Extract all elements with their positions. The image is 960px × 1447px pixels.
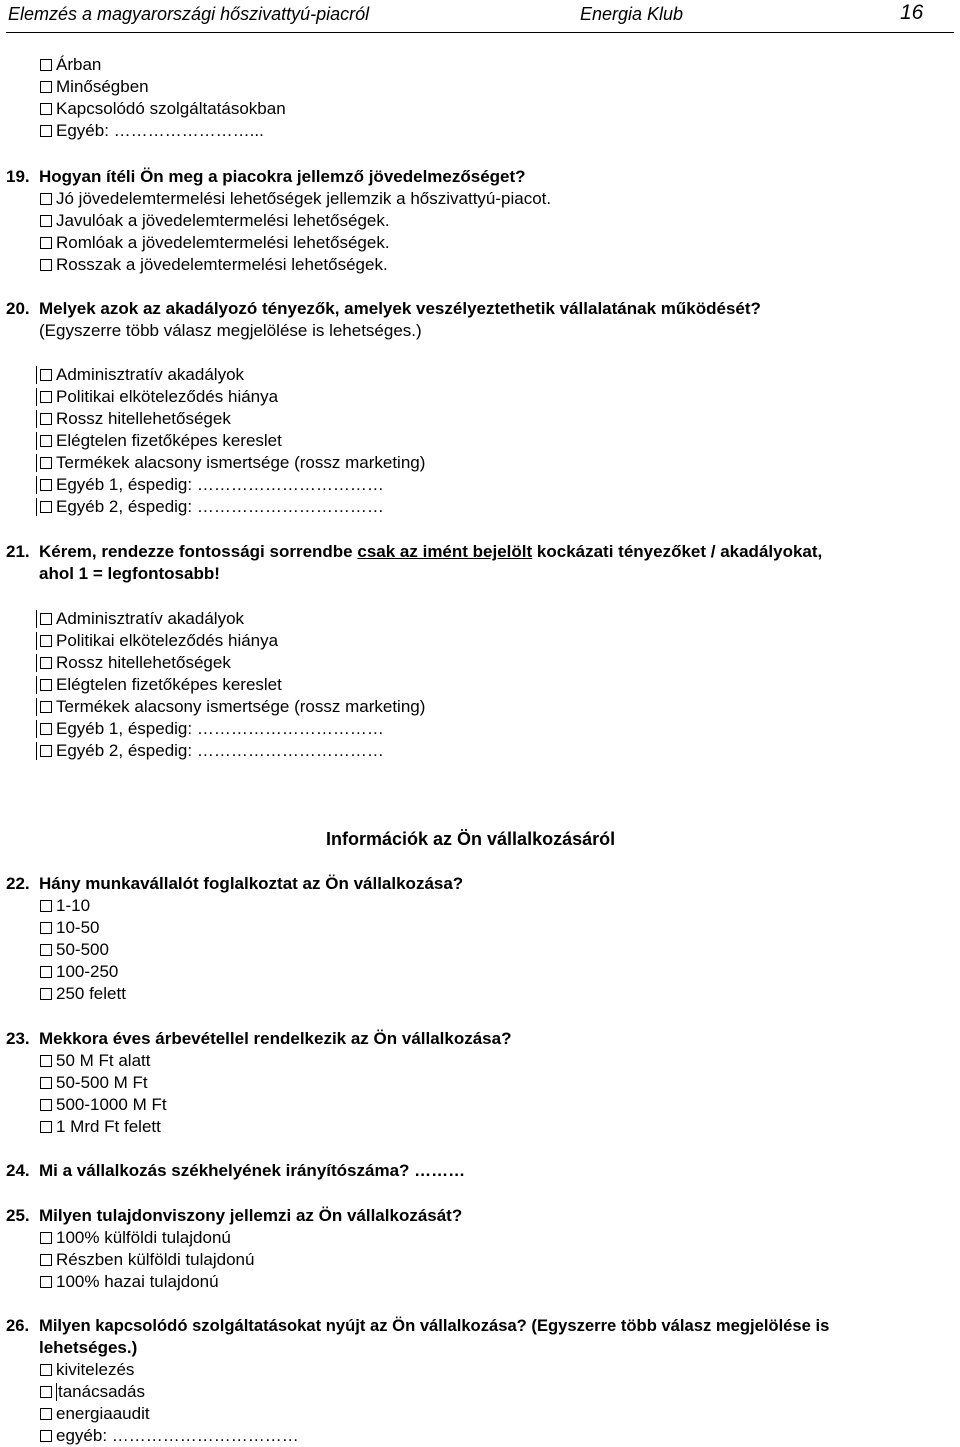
checkbox-icon[interactable] <box>40 369 52 381</box>
question-title: 22. Hány munkavállalót foglalkoztat az Ön vállalkozása? <box>6 874 464 893</box>
checkbox-icon[interactable] <box>40 679 52 691</box>
header-org: Energia Klub <box>580 4 684 24</box>
option-row[interactable]: Termékek alacsony ismertsége (rossz marketing) <box>36 697 425 717</box>
checkbox-icon[interactable] <box>40 966 52 978</box>
option-row[interactable]: Politikai elköteleződés hiánya <box>36 631 278 651</box>
checkbox-icon[interactable] <box>40 259 52 271</box>
option-row[interactable]: Elégtelen fizetőképes kereslet <box>36 675 282 695</box>
option-row[interactable]: Árban <box>40 55 101 75</box>
option-row[interactable]: Részben külföldi tulajdonú <box>40 1250 254 1270</box>
option-row[interactable]: Elégtelen fizetőképes kereslet <box>36 431 282 451</box>
checkbox-icon[interactable] <box>40 1055 52 1067</box>
checkbox-icon[interactable] <box>40 988 52 1000</box>
checkbox-icon[interactable] <box>40 193 52 205</box>
checkbox-icon[interactable] <box>40 391 52 403</box>
question-title: 23. Mekkora éves árbevétellel rendelkezik az Ön vállalkozása? <box>6 1029 512 1048</box>
question-title-cont: lehetséges.) <box>39 1338 138 1357</box>
option-row[interactable]: Romlóak a jövedelemtermelési lehetőségek. <box>40 233 390 253</box>
checkbox-icon[interactable] <box>40 944 52 956</box>
checkbox-icon[interactable] <box>40 1408 52 1420</box>
option-row[interactable]: 10-50 <box>40 918 99 938</box>
option-row[interactable]: Egyéb: ……………………... <box>40 121 264 141</box>
checkbox-icon[interactable] <box>40 1276 52 1288</box>
checkbox-icon[interactable] <box>40 457 52 469</box>
checkbox-icon[interactable] <box>40 900 52 912</box>
checkbox-icon[interactable] <box>40 125 52 137</box>
option-row[interactable]: 500-1000 M Ft <box>40 1095 167 1115</box>
question-title: 24. Mi a vállalkozás székhelyének irányítószáma? ……… <box>6 1161 466 1180</box>
checkbox-icon[interactable] <box>40 701 52 713</box>
checkbox-icon[interactable] <box>40 1386 52 1398</box>
question-title: 21. Kérem, rendezze fontossági sorrendbe csak az imént bejelölt kockázati tényezőket / akadályokat, <box>6 542 823 561</box>
option-row[interactable]: Termékek alacsony ismertsége (rossz marketing) <box>36 453 425 473</box>
option-row[interactable]: Adminisztratív akadályok <box>36 365 244 385</box>
section-title: Információk az Ön vállalkozásáról <box>326 829 616 849</box>
option-row[interactable]: 250 felett <box>40 984 126 1004</box>
checkbox-icon[interactable] <box>40 635 52 647</box>
page-number: 16 <box>900 1 924 24</box>
checkbox-icon[interactable] <box>40 413 52 425</box>
option-row[interactable]: Politikai elköteleződés hiánya <box>36 387 278 407</box>
option-row[interactable]: Rossz hitellehetőségek <box>36 409 231 429</box>
checkbox-icon[interactable] <box>40 435 52 447</box>
option-row[interactable]: Egyéb 2, éspedig: …………………………… <box>36 741 384 761</box>
option-row[interactable]: 50-500 <box>40 940 109 960</box>
checkbox-icon[interactable] <box>40 81 52 93</box>
question-note: (Egyszerre több válasz megjelölése is lehetséges.) <box>39 321 422 340</box>
option-row[interactable]: 1-10 <box>40 896 90 916</box>
question-title-cont: ahol 1 = legfontosabb! <box>39 564 220 583</box>
question-title: 26. Milyen kapcsolódó szolgáltatásokat nyújt az Ön vállalkozása? (Egyszerre több válasz megjelölése is <box>6 1316 830 1335</box>
option-row[interactable]: Egyéb 1, éspedig: …………………………… <box>36 719 384 739</box>
checkbox-icon[interactable] <box>40 657 52 669</box>
option-row[interactable]: Adminisztratív akadályok <box>36 609 244 629</box>
option-row[interactable]: Rosszak a jövedelemtermelési lehetőségek. <box>40 255 388 275</box>
option-row[interactable]: tanácsadás <box>40 1382 145 1402</box>
question-title: 25. Milyen tulajdonviszony jellemzi az Ön vállalkozását? <box>6 1206 463 1225</box>
checkbox-icon[interactable] <box>40 237 52 249</box>
option-row[interactable]: Rossz hitellehetőségek <box>36 653 231 673</box>
checkbox-icon[interactable] <box>40 215 52 227</box>
option-row[interactable]: 100% hazai tulajdonú <box>40 1272 219 1292</box>
option-row[interactable]: energiaaudit <box>40 1404 150 1424</box>
option-row[interactable]: egyéb: …………………………… <box>40 1426 299 1446</box>
checkbox-icon[interactable] <box>40 501 52 513</box>
question-title: 20. Melyek azok az akadályozó tényezők, amelyek veszélyeztethetik vállalatának működését? <box>6 299 761 318</box>
checkbox-icon[interactable] <box>40 59 52 71</box>
checkbox-icon[interactable] <box>40 1121 52 1133</box>
option-row[interactable]: 100% külföldi tulajdonú <box>40 1228 231 1248</box>
checkbox-icon[interactable] <box>40 723 52 735</box>
page-header <box>6 0 954 33</box>
checkbox-icon[interactable] <box>40 922 52 934</box>
checkbox-icon[interactable] <box>40 1077 52 1089</box>
checkbox-icon[interactable] <box>40 613 52 625</box>
checkbox-icon[interactable] <box>40 1099 52 1111</box>
option-row[interactable]: Javulóak a jövedelemtermelési lehetőségek. <box>40 211 390 231</box>
option-row[interactable]: 100-250 <box>40 962 118 982</box>
option-row[interactable]: Kapcsolódó szolgáltatásokban <box>40 99 286 119</box>
checkbox-icon[interactable] <box>40 1364 52 1376</box>
header-title: Elemzés a magyarországi hőszivattyú-piacról <box>8 4 370 24</box>
checkbox-icon[interactable] <box>40 103 52 115</box>
question-title: 19. Hogyan ítéli Ön meg a piacokra jellemző jövedelmezőséget? <box>6 167 526 186</box>
option-row[interactable]: Egyéb 1, éspedig: …………………………… <box>36 475 384 495</box>
checkbox-icon[interactable] <box>40 1430 52 1442</box>
option-row[interactable]: 50 M Ft alatt <box>40 1051 150 1071</box>
checkbox-icon[interactable] <box>40 479 52 491</box>
checkbox-icon[interactable] <box>40 1232 52 1244</box>
checkbox-icon[interactable] <box>40 1254 52 1266</box>
option-row[interactable]: Jó jövedelemtermelési lehetőségek jellemzik a hőszivattyú-piacot. <box>40 189 551 209</box>
option-row[interactable]: 1 Mrd Ft felett <box>40 1117 161 1137</box>
option-row[interactable]: Minőségben <box>40 77 149 97</box>
checkbox-icon[interactable] <box>40 745 52 757</box>
option-row[interactable]: kivitelezés <box>40 1360 134 1380</box>
option-row[interactable]: 50-500 M Ft <box>40 1073 148 1093</box>
option-row[interactable]: Egyéb 2, éspedig: …………………………… <box>36 497 384 517</box>
